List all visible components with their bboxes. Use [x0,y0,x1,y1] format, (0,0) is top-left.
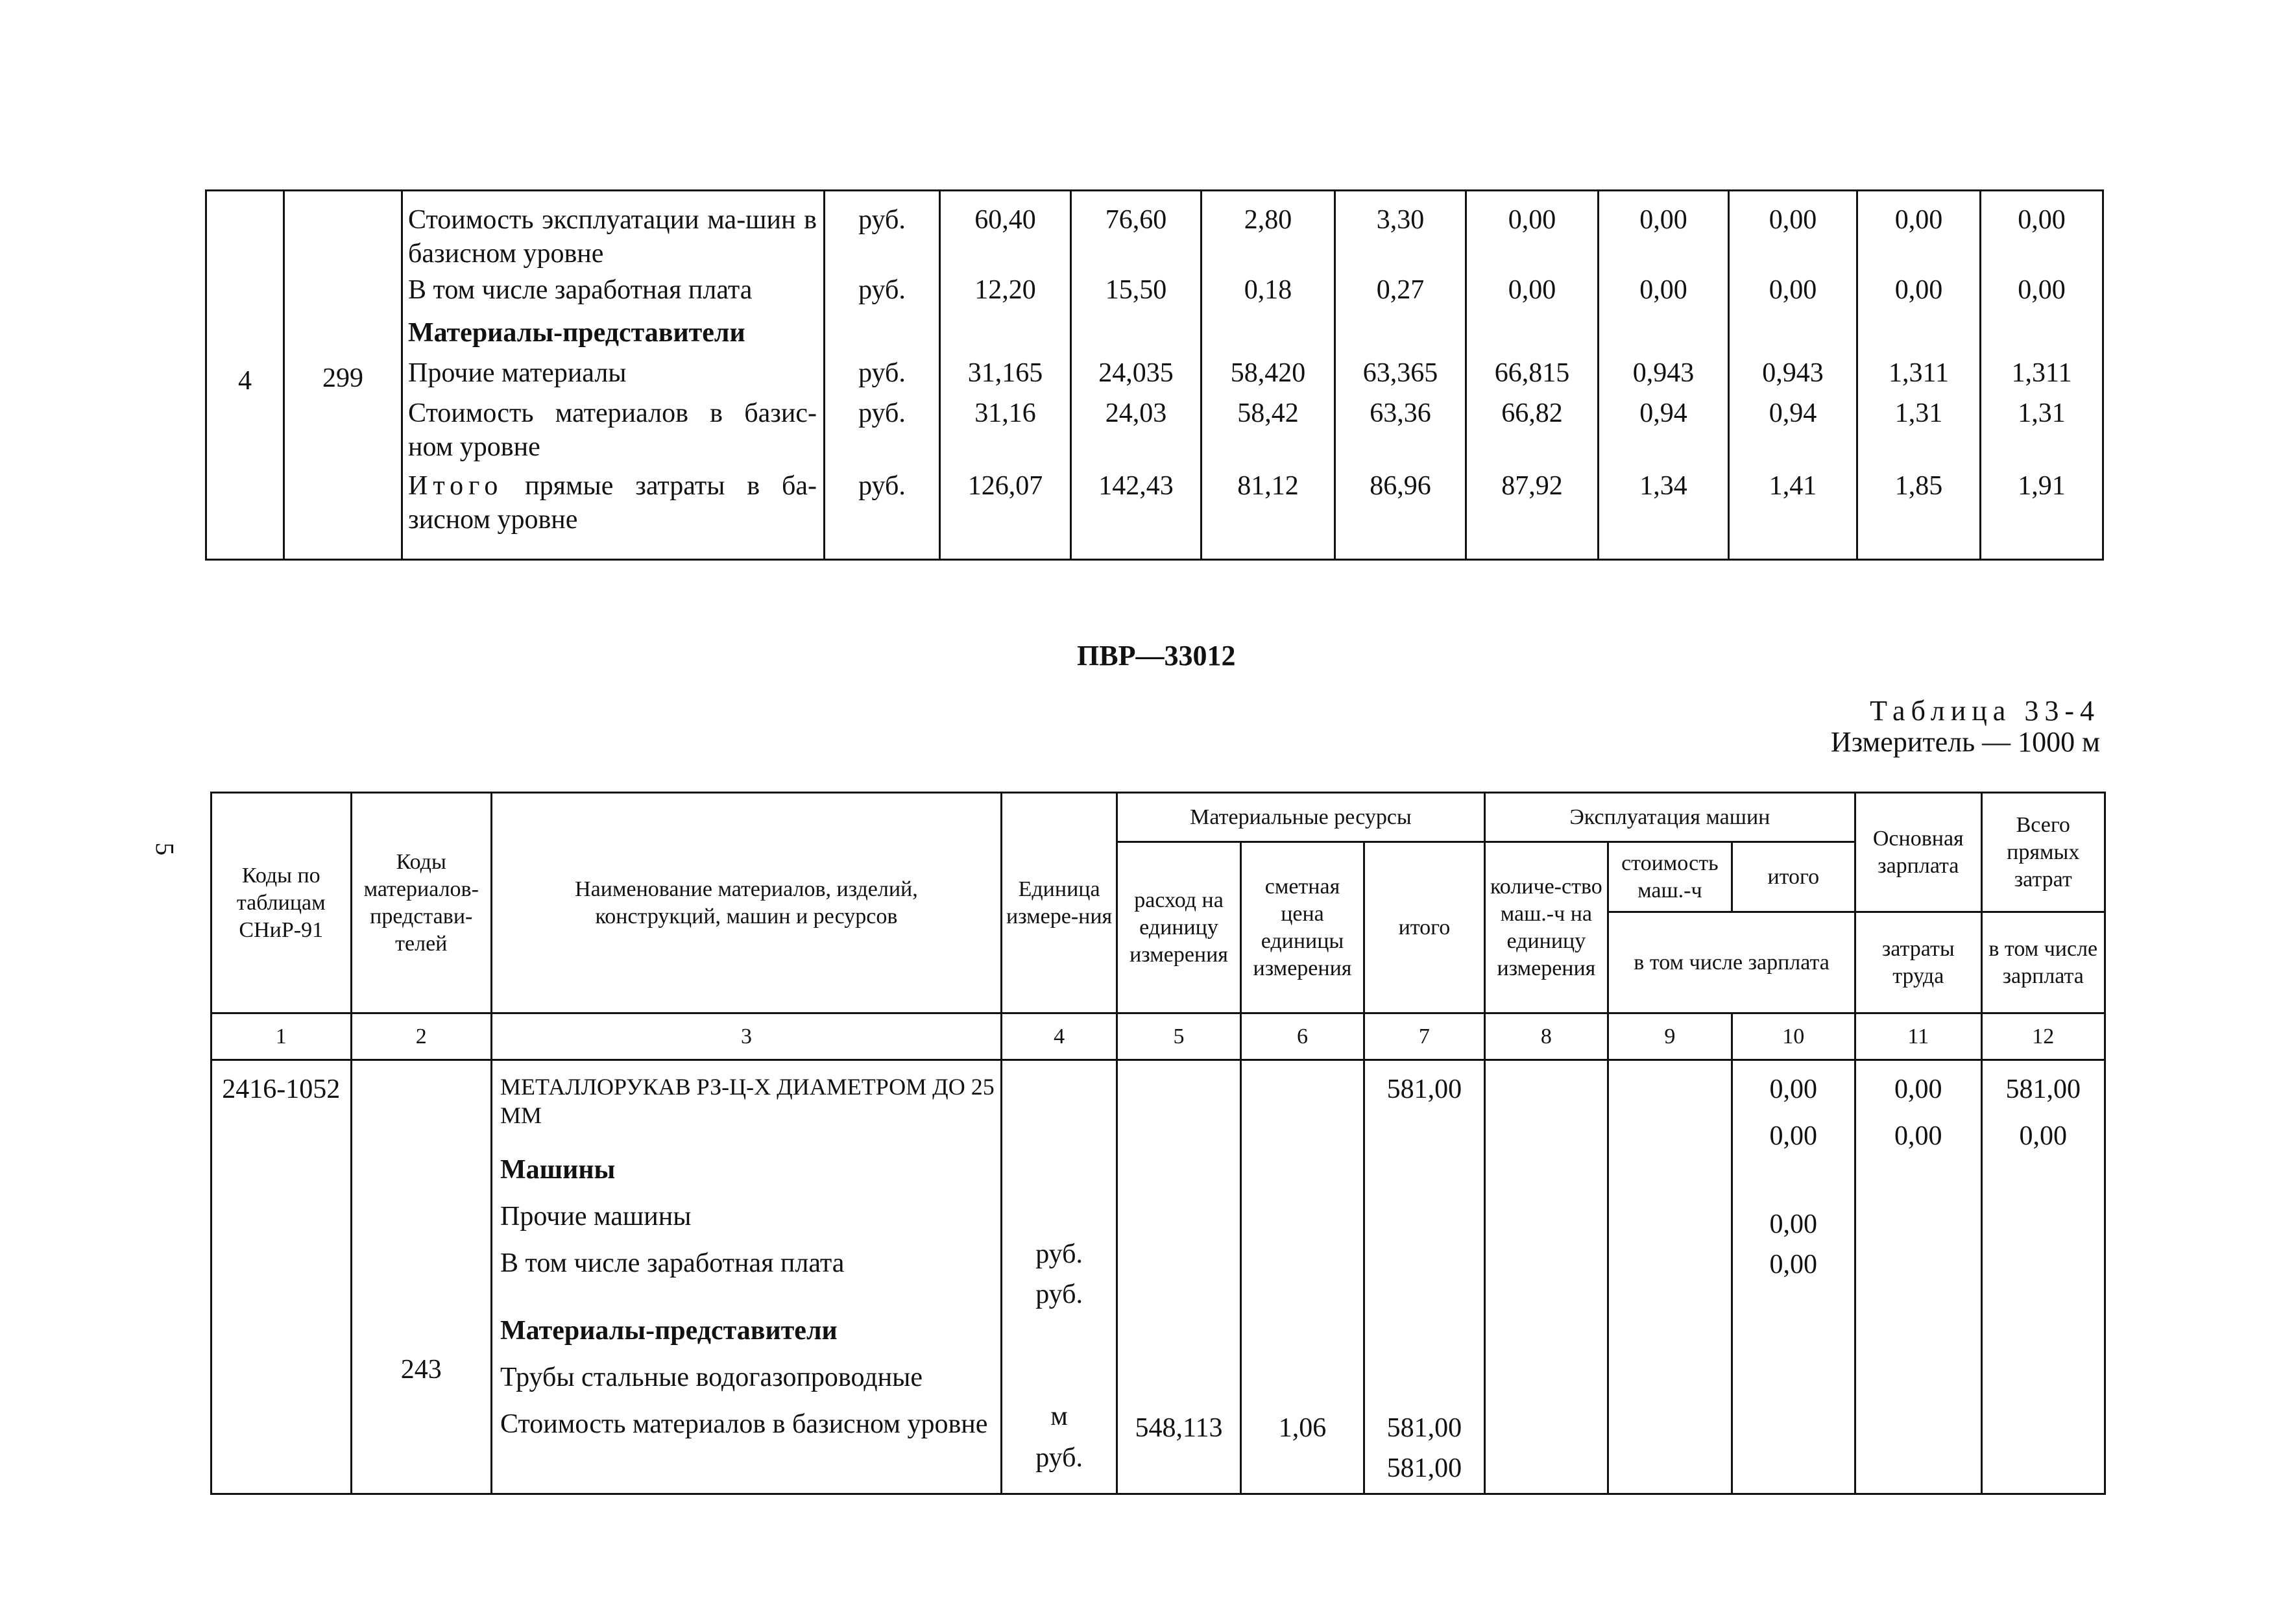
col-number: 7 [1364,1013,1484,1060]
value: 81,12 [1237,471,1299,501]
value: 0,00 [2019,1121,2067,1151]
value [1202,316,1334,356]
value [1730,316,1856,356]
value: 0,00 [1769,1074,1818,1104]
header-codes-snip: Коды по таблицам СНиР-91 [211,793,352,1013]
value [1467,316,1597,356]
code-snip-cell [211,1060,352,1494]
value: 1,31 [1894,398,1943,428]
value-column [1729,191,1857,560]
header-name: Наименование материалов, изделий, конструкций, машин и ресурсов [492,793,1002,1013]
value-column [940,191,1071,560]
col-number: 9 [1608,1013,1732,1060]
row-name: Прочие материалы [408,358,627,388]
materials-cost-label: Стоимость материалов в базисном уровне [500,1409,988,1439]
value: 1,41 [1769,471,1817,501]
value: 0,943 [1632,358,1695,388]
pipes-total: 581,00 [1386,1413,1462,1443]
value: 58,42 [1237,398,1299,428]
value: 24,03 [1105,398,1167,428]
value: 0,00 [1508,275,1556,305]
direct-cell [1981,1060,2105,1494]
value: 31,16 [974,398,1036,428]
value: 66,815 [1494,358,1570,388]
value: 0,00 [1508,205,1556,235]
value: 0,00 [1769,1209,1818,1239]
measure-label: Измеритель — 1000 м [1830,726,2100,758]
price-cell [1240,1060,1364,1494]
header-cost: стоимость маш.-ч [1608,842,1732,912]
value: 0,00 [2018,275,2066,305]
value: 31,165 [967,358,1043,388]
materials-label: Материалы-представители [500,1316,838,1346]
col-number: 5 [1117,1013,1240,1060]
value: 0,00 [1769,1121,1818,1151]
value: 1,85 [1894,471,1943,501]
value: 1,31 [2018,398,2066,428]
code-snip [206,191,284,560]
materials-total: 581,00 [1386,1453,1462,1483]
header-machines: Эксплуатация машин [1484,793,1855,842]
value: 0,94 [1769,398,1817,428]
code-snip-value: 2416-1052 [222,1074,341,1104]
value [1981,316,2102,356]
value: 12,20 [974,275,1036,305]
value: 58,420 [1230,358,1306,388]
col-number: 3 [492,1013,1002,1060]
value: 15,50 [1105,275,1167,305]
table-body-row [211,1060,2105,1494]
header-machines-total: итого [1732,842,1855,912]
value: 0,00 [1769,205,1817,235]
value [1599,316,1728,356]
total-cell [1364,1060,1484,1494]
value-column [1599,191,1729,560]
machines-total-cell [1732,1060,1855,1494]
code-material-value: 299 [322,363,363,393]
header-incl-salary: в том числе зарплата [1608,912,1855,1013]
value: 0,00 [1894,275,1943,305]
value: 581,00 [2005,1074,2081,1104]
unit: руб. [858,275,906,305]
value: 0,00 [1894,205,1943,235]
value: 0,00 [2018,205,2066,235]
main-table [210,792,2106,1495]
header-qty: количе-ство маш.-ч на единицу измерения [1484,842,1608,1013]
pipes-rate: 548,113 [1135,1413,1223,1443]
unit: руб. [858,358,906,388]
value: 0,943 [1762,358,1824,388]
value [1336,316,1465,356]
col-number: 8 [1484,1013,1608,1060]
col-number: 1 [211,1013,352,1060]
row-name: В том числе заработная плата [408,275,753,305]
row-name-rest: прямые затраты в ба-зисном уровне [408,471,817,535]
incl-wage: В том числе заработная плата [500,1248,845,1278]
col-number: 11 [1855,1013,1981,1060]
unit-cell [1001,1060,1117,1494]
value: 0,00 [1639,205,1687,235]
unit [825,316,939,356]
unit: руб. [1035,1443,1083,1473]
cost-cell [1608,1060,1732,1494]
row-name: Стоимость эксплуатации ма-шин в базисном уровне [408,205,817,269]
value-column [1857,191,1981,560]
section-title: ПВР—33012 [1077,640,1236,672]
unit: руб. [858,398,906,428]
col-number: 6 [1240,1013,1364,1060]
value: 87,92 [1501,471,1563,501]
rate-cell [1117,1060,1240,1494]
header-labor: затраты труда [1855,912,1981,1013]
value: 63,365 [1362,358,1438,388]
labor-cell [1855,1060,1981,1494]
value: 0,00 [1894,1074,1942,1104]
value: 66,82 [1501,398,1563,428]
header-material-resources: Материальные ресурсы [1117,793,1484,842]
unit: руб. [858,205,906,235]
header-codes-material: Коды материалов-представи-телей [351,793,492,1013]
value-column [1466,191,1599,560]
value: 1,34 [1639,471,1687,501]
name-column [402,191,825,560]
row-name [408,469,817,537]
value [1072,316,1200,356]
col-number: 4 [1001,1013,1117,1060]
header-incl-salary-2: в том числе зарплата [1981,912,2105,1013]
other-machines: Прочие машины [500,1202,692,1231]
code-snip-value: 4 [238,366,252,396]
value: 0,00 [1769,1250,1818,1279]
top-table [205,189,2104,561]
value: 0,00 [1894,1121,1942,1151]
value-column [1981,191,2103,560]
value: 3,30 [1376,205,1425,235]
col-number: 2 [351,1013,492,1060]
value [941,316,1070,356]
table-caption: Таблица 33-4 [1870,695,2100,727]
unit: руб. [1035,1239,1083,1269]
unit: руб. [858,471,906,501]
value-column [1071,191,1202,560]
value: 1,311 [1889,358,1949,388]
value: 76,60 [1105,205,1167,235]
value: 1,311 [2011,358,2072,388]
value-column [1335,191,1466,560]
value: 0,00 [1769,275,1817,305]
row-name: Стоимость материалов в базис-ном уровне [408,398,817,462]
header-price: сметная цена единицы измерения [1240,842,1364,1013]
code-material [284,191,402,560]
value: 2,80 [1244,205,1292,235]
value: 0,27 [1376,275,1425,305]
value: 0,18 [1244,275,1292,305]
header-total-direct: Всего прямых затрат [1981,793,2105,912]
header-total: итого [1364,842,1484,1013]
code-material-cell [351,1060,492,1494]
item-total: 581,00 [1386,1074,1462,1104]
value: 86,96 [1370,471,1431,501]
value [1858,316,1979,356]
name-cell [492,1060,1002,1494]
column-numbers-row [211,1013,2105,1060]
pipes-price: 1,06 [1278,1413,1327,1443]
row-name-spaced: Итого [408,471,503,501]
value: 142,43 [1098,471,1174,501]
value: 60,40 [974,205,1036,235]
col-number: 12 [1981,1013,2105,1060]
row-name: Материалы-представители [408,318,745,348]
value: 0,00 [1639,275,1687,305]
header-rate: расход на единицу измерения [1117,842,1240,1013]
value-column [1202,191,1335,560]
value: 126,07 [967,471,1043,501]
value: 63,36 [1370,398,1431,428]
item-title: МЕТАЛЛОРУКАВ РЗ-Ц-Х ДИАМЕТРОМ ДО 25 ММ [500,1074,995,1128]
value: 1,91 [2018,471,2066,501]
unit: м [1050,1401,1068,1431]
unit: руб. [1035,1279,1083,1309]
header-base-salary: Основная зарплата [1855,793,1981,912]
machines-label: Машины [500,1155,616,1185]
unit-column [825,191,940,560]
qty-cell [1484,1060,1608,1494]
pipes-label: Трубы стальные водогазопроводные [500,1363,923,1392]
page-number: 5 [150,842,180,856]
col-number: 10 [1732,1013,1855,1060]
code-material-value: 243 [400,1355,442,1385]
value: 0,94 [1639,398,1687,428]
header-unit: Единица измере-ния [1001,793,1117,1013]
value: 24,035 [1098,358,1174,388]
